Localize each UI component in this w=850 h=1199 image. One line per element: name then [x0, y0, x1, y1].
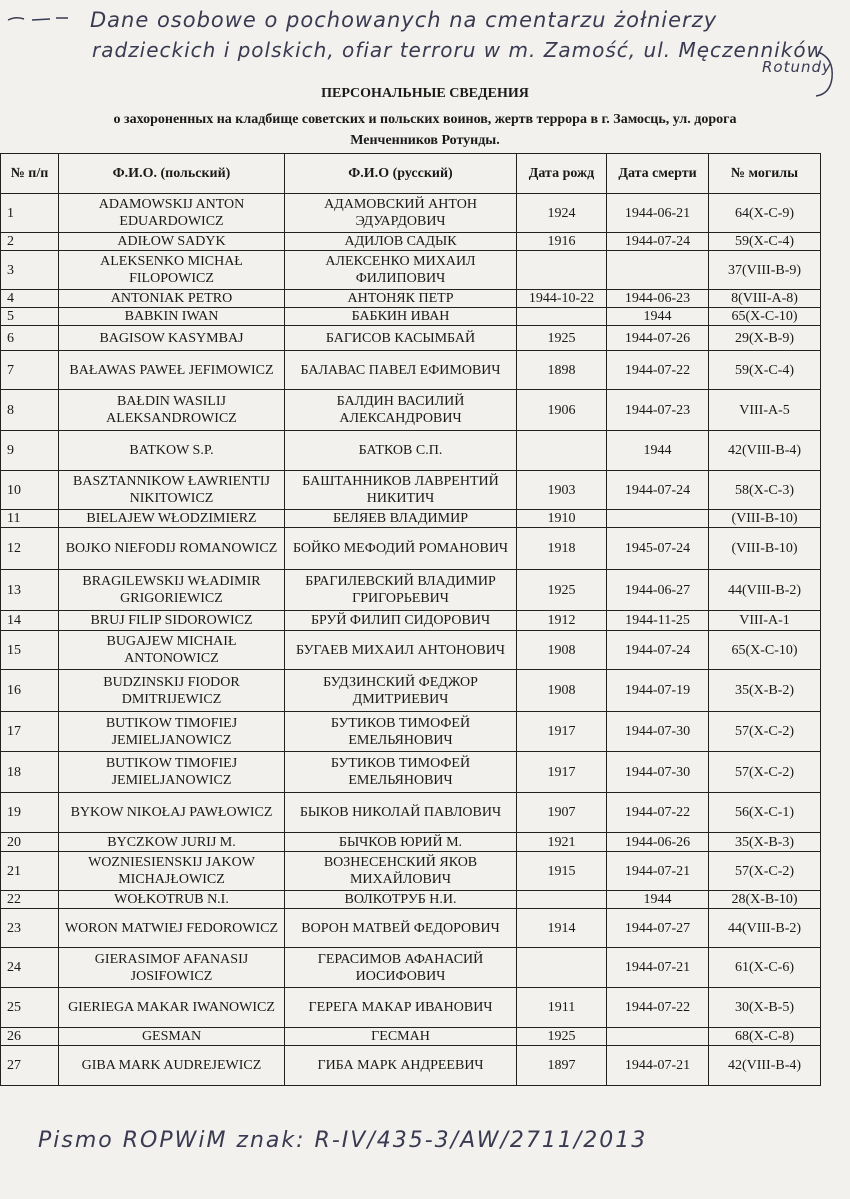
- cell-death-date: 1944-07-22: [607, 793, 709, 833]
- cell-birth-date: 1925: [517, 1028, 607, 1046]
- cell-grave-number: 57(X-C-2): [709, 852, 821, 891]
- cell-number: 6: [1, 326, 59, 351]
- cell-death-date: 1944-06-27: [607, 570, 709, 611]
- cell-number: 7: [1, 351, 59, 390]
- cell-death-date: 1944-07-21: [607, 948, 709, 988]
- pen-mark-icon: [6, 10, 86, 30]
- cell-name-polish: ADIŁOW SADYK: [59, 233, 285, 251]
- cell-death-date: 1944-07-22: [607, 988, 709, 1028]
- cell-death-date: [607, 251, 709, 290]
- table-row: [1, 909, 821, 948]
- cell-grave-number: VIII-A-5: [709, 390, 821, 431]
- cell-birth-date: 1916: [517, 233, 607, 251]
- cell-name-polish: BOJKO NIEFODIJ ROMANOWICZ: [59, 528, 285, 570]
- document-subtitle-line1: о захороненных на кладбище советских и польских воинов, жертв террора в г. Замосць, ул. дорога: [113, 112, 737, 127]
- cell-name-polish: GIBA MARK AUDREJEWICZ: [59, 1046, 285, 1086]
- cell-name-russian: ГИБА МАРК АНДРЕЕВИЧ: [285, 1046, 517, 1086]
- cell-grave-number: 58(X-C-3): [709, 471, 821, 510]
- cell-death-date: 1944-06-26: [607, 833, 709, 852]
- cell-grave-number: 65(X-C-10): [709, 631, 821, 670]
- cell-name-russian: БУТИКОВ ТИМОФЕЙ ЕМЕЛЬЯНОВИЧ: [285, 752, 517, 793]
- cell-birth-date: 1908: [517, 631, 607, 670]
- cell-birth-date: 1903: [517, 471, 607, 510]
- cell-birth-date: 1910: [517, 510, 607, 528]
- cell-name-polish: GIERIEGA MAKAR IWANOWICZ: [59, 988, 285, 1028]
- cell-birth-date: 1917: [517, 752, 607, 793]
- cell-birth-date: 1897: [517, 1046, 607, 1086]
- cell-name-polish: WOŁKOTRUB N.I.: [59, 891, 285, 909]
- cell-birth-date: 1924: [517, 194, 607, 233]
- table-row: [1, 631, 821, 670]
- cell-grave-number: 8(VIII-A-8): [709, 290, 821, 308]
- burial-records-table: [0, 153, 821, 1086]
- cell-number: 21: [1, 852, 59, 891]
- cell-name-polish: BUGAJEW MICHAIŁ ANTONOWICZ: [59, 631, 285, 670]
- cell-number: 4: [1, 290, 59, 308]
- cell-number: 1: [1, 194, 59, 233]
- cell-name-russian: БЕЛЯЕВ ВЛАДИМИР: [285, 510, 517, 528]
- table-row: [1, 308, 821, 326]
- table-row: [1, 290, 821, 308]
- cell-birth-date: 1918: [517, 528, 607, 570]
- cell-birth-date: 1917: [517, 712, 607, 752]
- cell-name-russian: ГЕСМАН: [285, 1028, 517, 1046]
- cell-number: 8: [1, 390, 59, 431]
- cell-number: 22: [1, 891, 59, 909]
- handwritten-note-line3: Rotundy: [762, 58, 832, 76]
- cell-name-russian: АДАМОВСКИЙ АНТОН ЭДУАРДОВИЧ: [285, 194, 517, 233]
- cell-name-polish: WORON MATWIEJ FEDOROWICZ: [59, 909, 285, 948]
- cell-grave-number: 42(VIII-B-4): [709, 431, 821, 471]
- cell-number: 5: [1, 308, 59, 326]
- cell-name-polish: ANTONIAK PETRO: [59, 290, 285, 308]
- cell-name-russian: ВОЗНЕСЕНСКИЙ ЯКОВ МИХАЙЛОВИЧ: [285, 852, 517, 891]
- cell-grave-number: 57(X-C-2): [709, 752, 821, 793]
- cell-number: 10: [1, 471, 59, 510]
- header-birth-date: Дата рожд: [517, 154, 607, 194]
- cell-name-polish: BAGISOW KASYMBAJ: [59, 326, 285, 351]
- cell-grave-number: 59(X-C-4): [709, 351, 821, 390]
- cell-death-date: 1944-07-21: [607, 852, 709, 891]
- handwritten-reference-note: Pismo ROPWiM znak: R-IV/435-3/AW/2711/2013: [38, 1128, 648, 1153]
- table-row: [1, 233, 821, 251]
- cell-birth-date: 1944-10-22: [517, 290, 607, 308]
- cell-grave-number: 37(VIII-B-9): [709, 251, 821, 290]
- cell-grave-number: 35(X-B-2): [709, 670, 821, 712]
- cell-birth-date: [517, 431, 607, 471]
- cell-death-date: 1944-06-23: [607, 290, 709, 308]
- cell-name-russian: БАГИСОВ КАСЫМБАЙ: [285, 326, 517, 351]
- cell-death-date: 1944-07-30: [607, 712, 709, 752]
- cell-grave-number: 44(VIII-B-2): [709, 570, 821, 611]
- cell-grave-number: 35(X-B-3): [709, 833, 821, 852]
- cell-name-polish: ADAMOWSKIJ ANTON EDUARDOWICZ: [59, 194, 285, 233]
- table-row: [1, 670, 821, 712]
- cell-birth-date: 1921: [517, 833, 607, 852]
- cell-birth-date: 1912: [517, 611, 607, 631]
- cell-name-polish: BRUJ FILIP SIDOROWICZ: [59, 611, 285, 631]
- cell-death-date: 1944-07-26: [607, 326, 709, 351]
- cell-number: 17: [1, 712, 59, 752]
- cell-birth-date: 1908: [517, 670, 607, 712]
- cell-name-polish: BYKOW NIKOŁAJ PAWŁOWICZ: [59, 793, 285, 833]
- cell-name-polish: BABKIN IWAN: [59, 308, 285, 326]
- table-row: [1, 988, 821, 1028]
- document-subtitle-line2: Менченников Ротунды.: [350, 133, 500, 148]
- cell-birth-date: 1914: [517, 909, 607, 948]
- table-row: [1, 833, 821, 852]
- cell-number: 11: [1, 510, 59, 528]
- cell-death-date: [607, 1028, 709, 1046]
- cell-birth-date: 1906: [517, 390, 607, 431]
- cell-number: 12: [1, 528, 59, 570]
- table-row: [1, 351, 821, 390]
- cell-name-russian: БРАГИЛЕВСКИЙ ВЛАДИМИР ГРИГОРЬЕВИЧ: [285, 570, 517, 611]
- cell-death-date: 1944: [607, 431, 709, 471]
- cell-grave-number: 44(VIII-B-2): [709, 909, 821, 948]
- cell-name-russian: БУДЗИНСКИЙ ФЕДЖОР ДМИТРИЕВИЧ: [285, 670, 517, 712]
- cell-birth-date: [517, 308, 607, 326]
- header-death-date: Дата смерти: [607, 154, 709, 194]
- cell-name-polish: BAŁAWAS PAWEŁ JEFIMOWICZ: [59, 351, 285, 390]
- cell-name-polish: ALEKSENKO MICHAŁ FILOPOWICZ: [59, 251, 285, 290]
- table-row: [1, 712, 821, 752]
- cell-number: 26: [1, 1028, 59, 1046]
- cell-name-polish: BYCZKOW JURIJ M.: [59, 833, 285, 852]
- cell-birth-date: 1925: [517, 326, 607, 351]
- cell-name-polish: BRAGILEWSKIJ WŁADIMIR GRIGORIEWICZ: [59, 570, 285, 611]
- cell-birth-date: [517, 251, 607, 290]
- cell-name-russian: БУТИКОВ ТИМОФЕЙ ЕМЕЛЬЯНОВИЧ: [285, 712, 517, 752]
- cell-number: 13: [1, 570, 59, 611]
- cell-grave-number: 56(X-C-1): [709, 793, 821, 833]
- cell-name-russian: БАБКИН ИВАН: [285, 308, 517, 326]
- header-number: № п/п: [1, 154, 59, 194]
- cell-death-date: 1944: [607, 891, 709, 909]
- cell-number: 18: [1, 752, 59, 793]
- header-name-russian: Ф.И.О (русский): [285, 154, 517, 194]
- cell-name-russian: АНТОНЯК ПЕТР: [285, 290, 517, 308]
- cell-name-russian: ВОЛКОТРУБ Н.И.: [285, 891, 517, 909]
- table-row: [1, 852, 821, 891]
- cell-name-polish: BUTIKOW TIMOFIEJ JEMIELJANOWICZ: [59, 712, 285, 752]
- cell-grave-number: 42(VIII-B-4): [709, 1046, 821, 1086]
- cell-birth-date: 1898: [517, 351, 607, 390]
- cell-birth-date: 1925: [517, 570, 607, 611]
- cell-grave-number: 57(X-C-2): [709, 712, 821, 752]
- table-row: [1, 390, 821, 431]
- cell-name-russian: ВОРОН МАТВЕЙ ФЕДОРОВИЧ: [285, 909, 517, 948]
- cell-grave-number: 61(X-C-6): [709, 948, 821, 988]
- cell-name-russian: БАШТАННИКОВ ЛАВРЕНТИЙ НИКИТИЧ: [285, 471, 517, 510]
- cell-name-russian: БРУЙ ФИЛИП СИДОРОВИЧ: [285, 611, 517, 631]
- cell-grave-number: (VIII-B-10): [709, 510, 821, 528]
- table-row: [1, 431, 821, 471]
- table-row: [1, 752, 821, 793]
- cell-number: 14: [1, 611, 59, 631]
- table-row: [1, 251, 821, 290]
- cell-death-date: 1944-07-22: [607, 351, 709, 390]
- cell-birth-date: 1911: [517, 988, 607, 1028]
- cell-death-date: 1944-07-24: [607, 631, 709, 670]
- cell-name-russian: ГЕРАСИМОВ АФАНАСИЙ ИОСИФОВИЧ: [285, 948, 517, 988]
- cell-death-date: 1944-07-24: [607, 233, 709, 251]
- cell-number: 27: [1, 1046, 59, 1086]
- cell-grave-number: 28(X-B-10): [709, 891, 821, 909]
- cell-name-russian: БЫКОВ НИКОЛАЙ ПАВЛОВИЧ: [285, 793, 517, 833]
- table-header-row: [1, 154, 821, 194]
- cell-birth-date: 1907: [517, 793, 607, 833]
- cell-number: 2: [1, 233, 59, 251]
- cell-grave-number: 59(X-C-4): [709, 233, 821, 251]
- table-row: [1, 471, 821, 510]
- cell-grave-number: 65(X-C-10): [709, 308, 821, 326]
- cell-name-polish: WOZNIESIENSKIJ JAKOW MICHAJŁOWICZ: [59, 852, 285, 891]
- table-row: [1, 326, 821, 351]
- cell-death-date: 1944-07-24: [607, 471, 709, 510]
- cell-name-polish: BIELAJEW WŁODZIMIERZ: [59, 510, 285, 528]
- cell-name-polish: BAŁDIN WASILIJ ALEKSANDROWICZ: [59, 390, 285, 431]
- document-title: ПЕРСОНАЛЬНЫЕ СВЕДЕНИЯ: [321, 86, 529, 101]
- table-row: [1, 793, 821, 833]
- handwritten-note-line2: radzieckich i polskich, ofiar terroru w m. Zamość, ul. Męczenników: [92, 38, 824, 62]
- cell-grave-number: VIII-A-1: [709, 611, 821, 631]
- cell-birth-date: 1915: [517, 852, 607, 891]
- cell-name-russian: АДИЛОВ САДЫК: [285, 233, 517, 251]
- cell-name-polish: GESMAN: [59, 1028, 285, 1046]
- table-row: [1, 510, 821, 528]
- cell-death-date: 1945-07-24: [607, 528, 709, 570]
- cell-birth-date: [517, 891, 607, 909]
- header-name-polish: Ф.И.О. (польский): [59, 154, 285, 194]
- cell-number: 20: [1, 833, 59, 852]
- table-row: [1, 891, 821, 909]
- cell-name-russian: БАЛДИН ВАСИЛИЙ АЛЕКСАНДРОВИЧ: [285, 390, 517, 431]
- cell-number: 9: [1, 431, 59, 471]
- cell-grave-number: (VIII-B-10): [709, 528, 821, 570]
- cell-number: 3: [1, 251, 59, 290]
- cell-name-polish: BUTIKOW TIMOFIEJ JEMIELJANOWICZ: [59, 752, 285, 793]
- cell-death-date: 1944-11-25: [607, 611, 709, 631]
- cell-number: 24: [1, 948, 59, 988]
- cell-grave-number: 68(X-C-8): [709, 1028, 821, 1046]
- cell-name-polish: BUDZINSKIJ FIODOR DMITRIJEWICZ: [59, 670, 285, 712]
- handwritten-note-line1: Dane osobowe o pochowanych na cmentarzu żołnierzy: [90, 8, 718, 32]
- cell-number: 15: [1, 631, 59, 670]
- cell-number: 16: [1, 670, 59, 712]
- cell-death-date: 1944-07-21: [607, 1046, 709, 1086]
- cell-death-date: 1944-06-21: [607, 194, 709, 233]
- cell-death-date: 1944-07-30: [607, 752, 709, 793]
- cell-name-polish: BATKOW S.P.: [59, 431, 285, 471]
- cell-death-date: 1944-07-23: [607, 390, 709, 431]
- cell-name-russian: БАЛАВАС ПАВЕЛ ЕФИМОВИЧ: [285, 351, 517, 390]
- table-row: [1, 1046, 821, 1086]
- cell-name-russian: БАТКОВ С.П.: [285, 431, 517, 471]
- cell-number: 19: [1, 793, 59, 833]
- cell-name-russian: ГЕРЕГА МАКАР ИВАНОВИЧ: [285, 988, 517, 1028]
- cell-number: 23: [1, 909, 59, 948]
- cell-birth-date: [517, 948, 607, 988]
- cell-death-date: 1944: [607, 308, 709, 326]
- cell-name-polish: GIERASIMOF AFANASIJ JOSIFOWICZ: [59, 948, 285, 988]
- table-row: [1, 1028, 821, 1046]
- cell-name-russian: БЫЧКОВ ЮРИЙ М.: [285, 833, 517, 852]
- cell-death-date: [607, 510, 709, 528]
- cell-death-date: 1944-07-19: [607, 670, 709, 712]
- cell-name-polish: BASZTANNIKOW ŁAWRIENTIJ NIKITOWICZ: [59, 471, 285, 510]
- table-row: [1, 611, 821, 631]
- cell-name-russian: БУГАЕВ МИХАИЛ АНТОНОВИЧ: [285, 631, 517, 670]
- table-row: [1, 528, 821, 570]
- cell-name-russian: БОЙКО МЕФОДИЙ РОМАНОВИЧ: [285, 528, 517, 570]
- cell-death-date: 1944-07-27: [607, 909, 709, 948]
- table-row: [1, 194, 821, 233]
- table-row: [1, 570, 821, 611]
- cell-grave-number: 30(X-B-5): [709, 988, 821, 1028]
- cell-number: 25: [1, 988, 59, 1028]
- header-grave-number: № могилы: [709, 154, 821, 194]
- cell-name-russian: АЛЕКСЕНКО МИХАИЛ ФИЛИПОВИЧ: [285, 251, 517, 290]
- table-row: [1, 948, 821, 988]
- cell-grave-number: 29(X-B-9): [709, 326, 821, 351]
- cell-grave-number: 64(X-C-9): [709, 194, 821, 233]
